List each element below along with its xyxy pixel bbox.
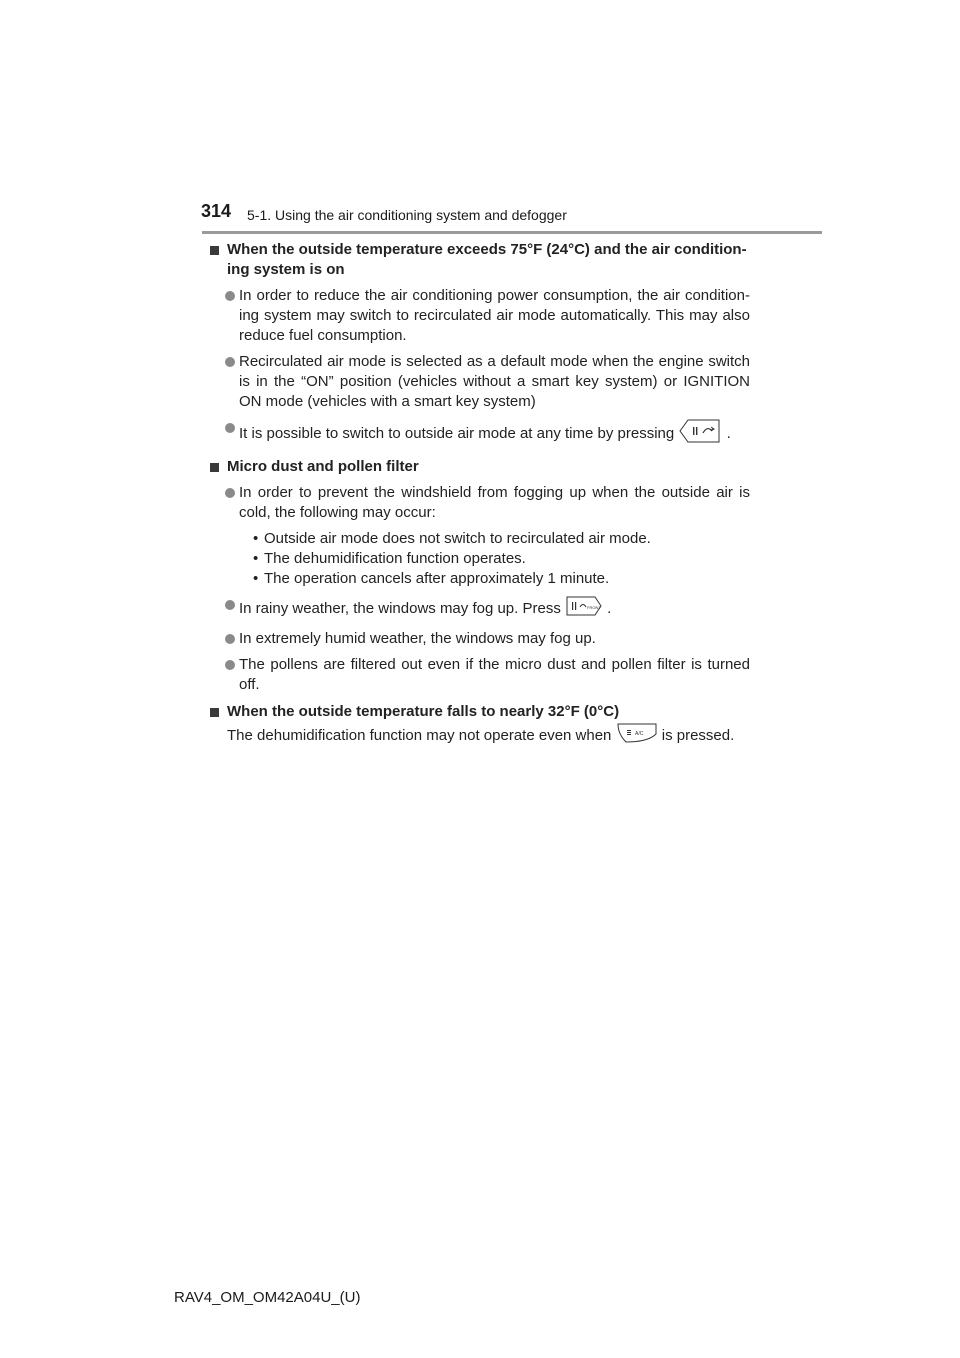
sub-item-text: The operation cancels after approximately 1 minute. xyxy=(264,570,610,587)
circle-bullet-icon xyxy=(225,291,235,301)
item-text: The pollens are filtered out even if the micro dust and pollen filter is turned off. xyxy=(239,656,750,693)
outside-air-button-icon xyxy=(678,418,722,450)
list-item xyxy=(210,286,750,346)
sub-list-item xyxy=(210,549,750,569)
front-defogger-button-icon xyxy=(565,595,603,623)
section-heading-micro-dust-filter xyxy=(210,457,750,477)
page-header xyxy=(0,0,960,240)
body-text-start: The dehumidification function may not operate even when xyxy=(227,726,612,744)
dot-marker: • xyxy=(253,530,259,547)
item-text: In rainy weather, the windows may fog up. Press xyxy=(239,599,561,617)
list-item xyxy=(210,629,750,649)
item-text-end: . xyxy=(607,599,612,617)
dot-marker: • xyxy=(253,570,259,587)
body-text xyxy=(210,722,750,750)
circle-bullet-icon xyxy=(225,488,235,498)
list-item xyxy=(210,483,750,523)
circle-bullet-icon xyxy=(225,357,235,367)
heading-text: Micro dust and pollen filter xyxy=(227,458,419,475)
square-bullet-icon xyxy=(210,463,219,472)
heading-line-2: ing system is on xyxy=(227,261,345,278)
item-text: It is possible to switch to outside air mode at any time by pressing xyxy=(239,424,675,442)
list-item xyxy=(210,595,750,623)
document-id: RAV4_OM_OM42A04U_(U) xyxy=(174,1289,361,1306)
circle-bullet-icon xyxy=(225,660,235,670)
item-text: In order to prevent the windshield from fogging up when the outside air is cold, the following may occur: xyxy=(239,484,750,521)
item-text: Recirculated air mode is selected as a default mode when the engine switch is in the “ON” position (vehicles without a smart key system) or IGNITION ON mode (vehicles with a smart key system) xyxy=(239,353,750,410)
circle-bullet-icon xyxy=(225,634,235,644)
circle-bullet-icon xyxy=(225,423,235,433)
dot-marker: • xyxy=(253,550,259,567)
ac-button-icon xyxy=(616,722,658,750)
sub-list-item xyxy=(210,569,750,589)
sub-list-item xyxy=(210,529,750,549)
body-text-end: is pressed. xyxy=(661,726,735,744)
ac-label: A/C xyxy=(634,731,643,737)
list-item xyxy=(210,352,750,412)
header-rule xyxy=(202,231,822,234)
heading-text: When the outside temperature falls to nearly 32°F (0°C) xyxy=(227,703,620,720)
heading-line-1: When the outside temperature exceeds 75°F (24°C) and the air condition- xyxy=(227,241,747,258)
circle-bullet-icon xyxy=(225,600,235,610)
sub-item-text: The dehumidification function operates. xyxy=(264,550,526,567)
front-label: FRONT xyxy=(587,605,601,610)
section-heading-outside-temp-high xyxy=(210,240,750,280)
square-bullet-icon xyxy=(210,708,219,717)
item-text: In order to reduce the air conditioning power consumption, the air condition-ing system may switch to recirculated air mode automatically. This may also reduce fuel consumption. xyxy=(239,287,750,344)
item-text: In extremely humid weather, the windows may fog up. xyxy=(239,630,596,647)
item-text-end: . xyxy=(726,424,731,442)
section-title: 5-1. Using the air conditioning system and defogger xyxy=(247,207,567,223)
sub-item-text: Outside air mode does not switch to recirculated air mode. xyxy=(264,530,651,547)
page-content xyxy=(210,240,750,750)
square-bullet-icon xyxy=(210,246,219,255)
section-heading-outside-temp-low xyxy=(210,702,750,722)
list-item xyxy=(210,418,750,450)
list-item xyxy=(210,655,750,695)
page-number: 314 xyxy=(201,201,232,221)
